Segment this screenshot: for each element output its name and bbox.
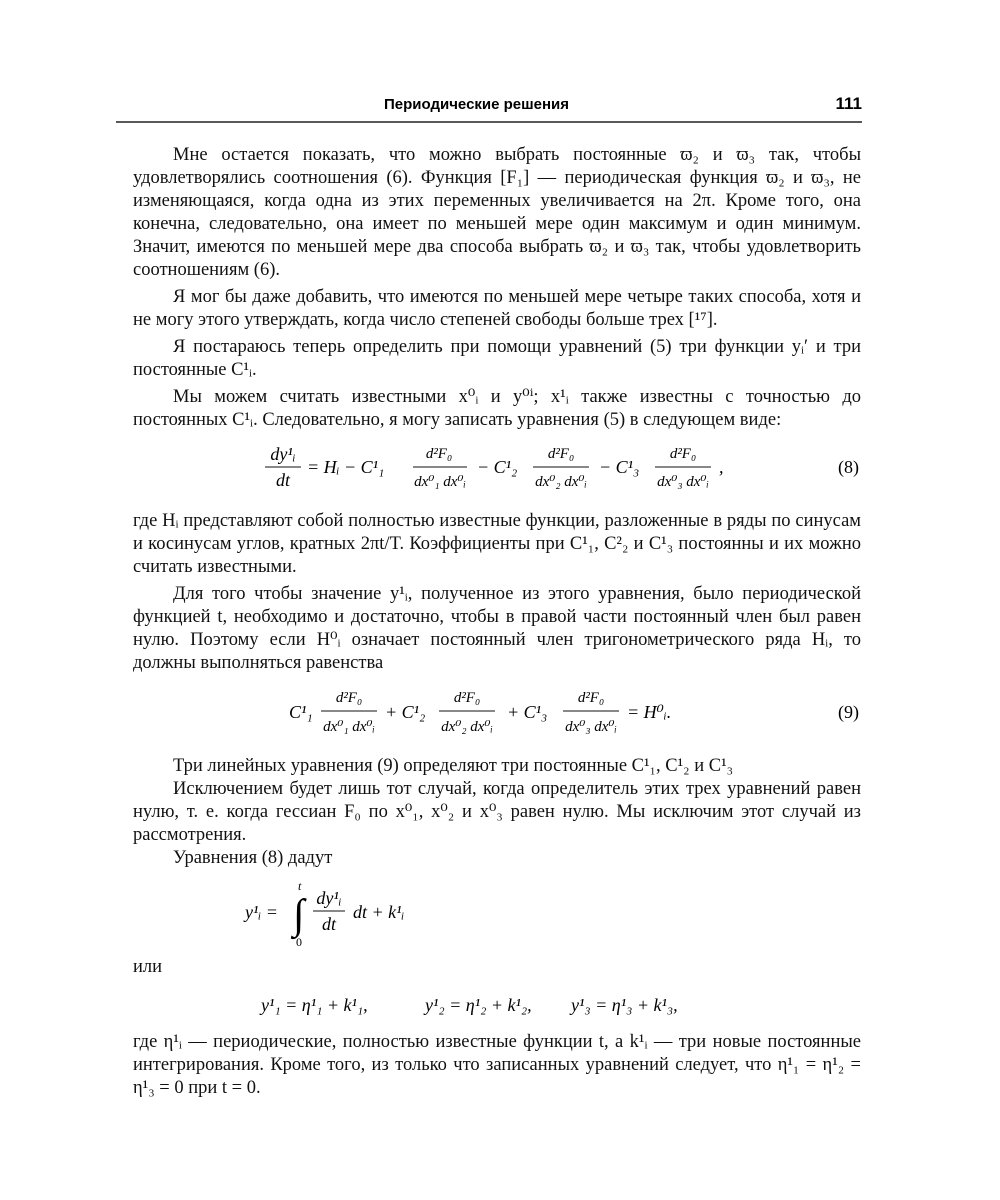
eq9-f1-num: d²F₀	[335, 690, 363, 706]
paragraph-10: или	[133, 957, 163, 977]
integral-upper-limit: t	[298, 879, 302, 893]
integral-tail: dt + k¹ᵢ	[353, 902, 405, 922]
eq8-mid-1: − C¹₂	[477, 457, 518, 477]
integral-sign-icon: ∫	[293, 892, 305, 938]
eq8-mid-2: − C¹₃	[599, 457, 640, 477]
integral-equation-svg	[133, 878, 861, 948]
integral-lhs: y¹ᵢ =	[245, 902, 278, 922]
page-body	[133, 144, 861, 1100]
eq9-rhs: = H⁰ᵢ.	[627, 702, 672, 722]
paragraph-6: Для того чтобы значение y¹ᵢ, полученное из этого уравнения, было периодической функцией t, необходимо и достаточно, чтобы в правой части постоянный член был равен нулю. Поэтому если H⁰ᵢ означает постоянный член тригонометрического ряда Hᵢ, то должны выполняться равенства	[133, 584, 861, 673]
equation-8	[133, 440, 861, 502]
integral-lower-limit: 0	[296, 935, 302, 948]
eq9-number: (9)	[838, 702, 859, 722]
running-title: Периодические решения	[384, 96, 570, 113]
paragraph-4: Мы можем считать известными x⁰ᵢ и y⁰ⁱ; x¹ᵢ также известны с точностью до постоянных C¹ᵢ. Следовательно, я могу записать уравнения (5) в следующем виде:	[133, 387, 861, 430]
equation-9	[133, 683, 861, 747]
eq9-f2-num: d²F₀	[453, 690, 481, 706]
three-solutions-svg	[133, 987, 861, 1023]
eq8-f2-num: d²F₀	[547, 446, 575, 462]
equation-9-svg	[133, 683, 861, 747]
page-number: 111	[835, 94, 862, 113]
integral-frac-den: dt	[321, 914, 337, 934]
integral-equation	[133, 878, 861, 948]
eq9-c2: + C¹₂	[385, 702, 426, 722]
eq9-f3-num: d²F₀	[577, 690, 605, 706]
paragraph-11: где η¹ᵢ — периодические, полностью известные функции t, а k¹ᵢ — три новые постоянные интегрирования. Кроме того, из только что записанных уравнений следует, что η¹₁ = η¹₂ = η¹₃ = 0 при t = 0.	[133, 1032, 861, 1098]
eq8-lhs-num: dy¹ᵢ	[270, 444, 296, 464]
eq8-f2-den: dx⁰₂ dx⁰ᵢ	[535, 474, 587, 490]
paragraph-8: Исключением будет лишь тот случай, когда определитель этих трех уравнений равен нулю, т. е. когда гессиан F₀ по x⁰₁, x⁰₂ и x⁰₃ равен нулю. Мы исключим этот случай из рассмотрения.	[133, 779, 861, 845]
paragraph-2: Я мог бы даже добавить, что имеются по меньшей мере четыре таких способа, хотя и не могу этого утверждать, когда число степеней свободы больше трех [¹⁷].	[133, 287, 861, 330]
solution-2: y¹₂ = η¹₂ + k¹₂,	[425, 995, 532, 1015]
eq8-rhs-start: = Hᵢ − C¹₁	[307, 457, 385, 477]
eq8-f1-num: d²F₀	[425, 446, 453, 462]
eq8-f1-den: dx⁰₁ dx⁰ᵢ	[414, 474, 466, 490]
eq9-f3-den: dx⁰₃ dx⁰ᵢ	[565, 719, 617, 735]
eq8-f3-num: d²F₀	[669, 446, 697, 462]
solution-1: y¹₁ = η¹₁ + k¹₁,	[261, 995, 368, 1015]
paragraph-5: где Hᵢ представляют собой полностью известные функции, разложенные в ряды по синусам и косинусам углов, кратных 2πt/T. Коэффициенты при C¹₁, C²₂ и C¹₃ постоянны и их можно считать известными.	[133, 511, 861, 577]
paragraph-7: Три линейных уравнения (9) определяют три постоянные C¹₁, C¹₂ и C¹₃	[173, 756, 734, 776]
eq8-tail: ,	[719, 457, 724, 477]
paragraph-1: Мне остается показать, что можно выбрать постоянные ϖ₂ и ϖ₃ так, чтобы удовлетворялись соотношения (6). Функция [F₁] — периодическая функция ϖ₂ и ϖ₃, не изменяющаяся, когда одна из этих переменных увеличивается на 2π. Кроме того, она конечна, следовательно, она имеет по меньшей мере один максимум и один минимум. Значит, имеются по меньшей мере два способа выбрать ϖ₂ и ϖ₃ так, чтобы удовлетворить соотношениям (6).	[133, 145, 861, 280]
solution-3: y¹₃ = η¹₃ + k¹₃,	[571, 995, 678, 1015]
eq9-f1-den: dx⁰₁ dx⁰ᵢ	[323, 719, 375, 735]
eq9-f2-den: dx⁰₂ dx⁰ᵢ	[441, 719, 493, 735]
integral-frac-num: dy¹ᵢ	[316, 888, 342, 908]
eq8-f3-den: dx⁰₃ dx⁰ᵢ	[657, 474, 709, 490]
paragraph-9: Уравнения (8) дадут	[173, 848, 333, 868]
equation-8-svg	[133, 440, 861, 502]
eq9-c3: + C¹₃	[507, 702, 548, 722]
eq9-c1: C¹₁	[289, 702, 313, 722]
eq8-lhs-den: dt	[275, 470, 291, 490]
page-header-svg	[0, 0, 1000, 140]
three-solutions-equation	[133, 987, 861, 1023]
paragraph-3: Я постараюсь теперь определить при помощи уравнений (5) три функции yᵢ′ и три постоянные C¹ᵢ.	[133, 337, 861, 380]
eq8-number: (8)	[838, 457, 859, 477]
